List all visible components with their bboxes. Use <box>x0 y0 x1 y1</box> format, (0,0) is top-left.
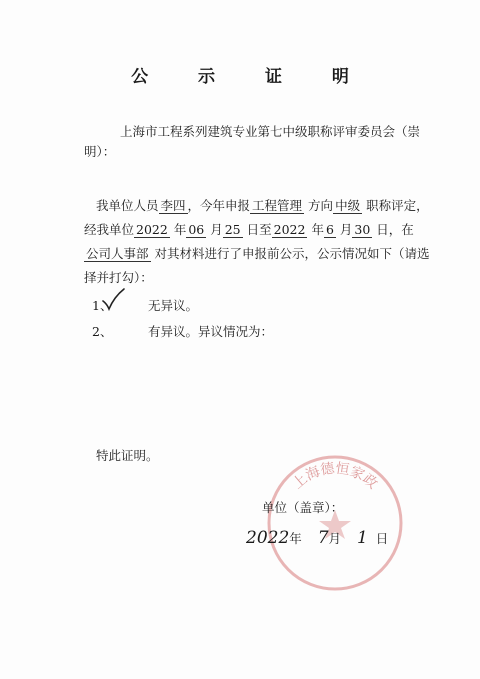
start-year: 2022 <box>136 222 168 237</box>
person-name: 李四 <box>160 198 186 213</box>
text: 月 <box>210 222 223 237</box>
text: ，今年申报 <box>187 198 251 213</box>
company-seal <box>260 448 410 598</box>
signature-date <box>246 528 388 548</box>
department: 公司人事部 <box>86 246 149 261</box>
body-line-3 <box>84 244 430 262</box>
body-line-1 <box>96 196 429 214</box>
body-line-4: 择并打勾）： <box>84 270 153 285</box>
text: 经我单位 <box>84 222 135 237</box>
text: 年 <box>311 222 324 237</box>
text: 我单位人员 <box>96 198 159 213</box>
option-1-number: 1、 <box>92 298 113 313</box>
text: 方向 <box>308 198 334 213</box>
date-month: 7 <box>317 528 329 548</box>
end-day: 30 <box>354 222 371 237</box>
checkmark-icon <box>100 287 126 311</box>
date-year: 2022 <box>246 528 290 548</box>
text: 日至 <box>246 222 272 237</box>
option-2-text: 有异议。异议情况为： <box>148 324 274 339</box>
text: 年 <box>289 531 302 546</box>
signature-label: 单位（盖章）： <box>262 500 344 515</box>
major-field: 工程管理 <box>252 198 303 213</box>
recipient-line-2: 明）： <box>84 144 116 159</box>
end-month: 6 <box>325 222 334 237</box>
body-line-2 <box>84 220 414 238</box>
option-2-number: 2、 <box>92 324 113 339</box>
text: 日，在 <box>376 222 414 237</box>
page-title: 公 示 证 明 <box>131 67 371 87</box>
text: 日 <box>375 531 389 546</box>
end-year: 2022 <box>273 222 306 237</box>
title-level: 中级 <box>335 198 361 213</box>
closing-text: 特此证明。 <box>96 448 159 463</box>
recipient-line-1: 上海市工程系列建筑专业第七中级职称评审委员会（崇 <box>120 124 421 139</box>
text: 职称评定， <box>366 198 429 213</box>
text: 月 <box>328 531 342 546</box>
date-day: 1 <box>356 528 368 548</box>
text: 对其材料进行了申报前公示，公示情况如下（请选 <box>154 246 430 261</box>
start-day: 25 <box>224 222 241 237</box>
option-1-text: 无异议。 <box>148 298 199 313</box>
text: 月 <box>339 222 353 237</box>
seal-text: 上海德恒家政 <box>289 460 381 493</box>
text: 年 <box>173 222 187 237</box>
start-month: 06 <box>188 222 205 237</box>
